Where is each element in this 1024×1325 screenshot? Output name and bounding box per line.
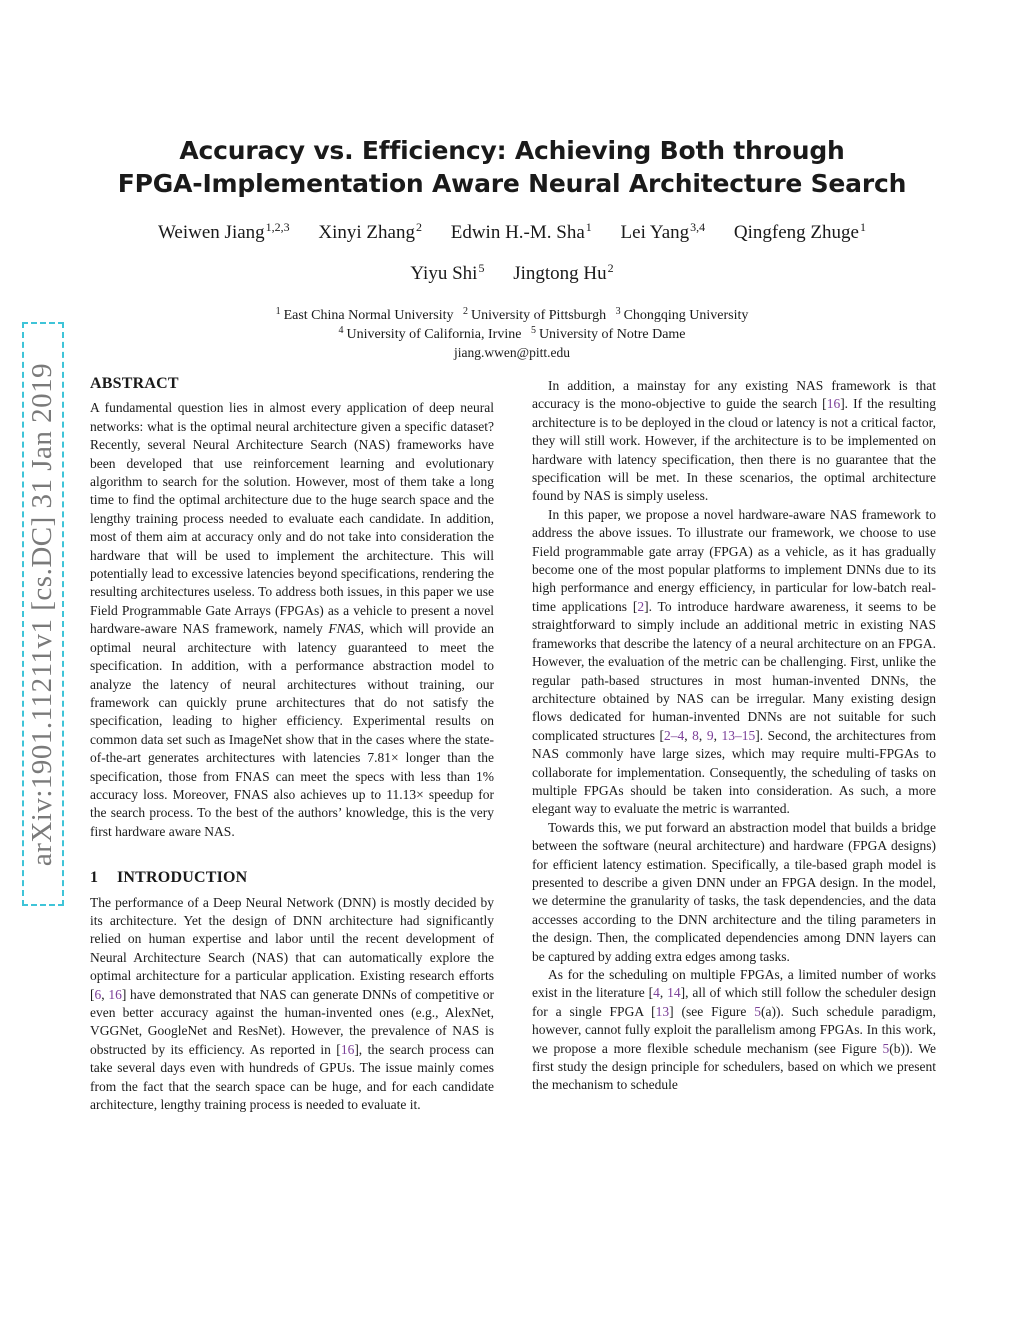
author: Weiwen Jiang$^{1,2,3}$ — [158, 220, 290, 243]
section-title: INTRODUCTION — [117, 869, 248, 887]
fnas-name: FNAS — [328, 621, 361, 637]
affiliation: $^2$ University of Pittsburgh — [463, 306, 607, 323]
intro-paragraph-4: Towards this, we put forward an abstraction model that builds a bridge between the software (neural architecture) and hardware (FPGA designs) for efficient latency estimation. Specifically, a tile-based graph model is presented to describe a given DNN under an FPGA design. In the model, we determine the granularity of tasks, the task dependencies, and the data accesses according to the DNN architecture and the tiling parameters in the design. Then, the complicated dependencies among DNN layers can be captured by adding extra edges among tasks. — [532, 819, 936, 964]
intro-paragraph-2: In addition, a mainstay for any existing NAS framework is that accuracy is the mono-objective to guide the search [16]. If the resulting architecture is to be deployed in the cloud or latency is not a critical factor, they will still work. However, if the architecture is to be implemented on hardware with latency specification, then there is no guarantee that the specification will be met. In these scenarios, the optimal architecture found by NAS is simply useless. — [532, 378, 936, 504]
abstract-heading: ABSTRACT — [90, 375, 179, 392]
intro-paragraph-1: The performance of a Deep Neural Network (DNN) is mostly decided by its architecture. Yet the design of DNN architecture had significantly relied on human expertise and labor until the recent development of Neural Architecture Search (NAS) that can automatically explore the optimal architecture for a particular application. Existing research efforts [6, 16] have demonstrated that NAS can generate DNNs of competitive or even better accuracy against the human-invented ones (e.g., AlexNet, VGGNet, GoogleNet and ResNet). However, the prevalence of NAS is obstructed by its efficiency. As reported in [16], the search process can take several days even with hundreds of GPUs. The issue mainly comes from the fact that the search space can be huge, and for each candidate architecture, lengthy training process is needed to evaluate it. — [90, 894, 495, 1113]
figure-link[interactable]: 5 — [882, 1040, 890, 1056]
abstract-text: A fundamental question lies in almost every application of deep neural networks: what is the optimal neural architecture given a specific dataset? Recently, several Neural Architecture Search (NAS) frameworks have been developed that use reinforcement learning and evolutionary algorithm to search for the solution. However, most of them take a long time to find the optimal architecture due to the huge search space and the lengthy training process needed to evaluate each candidate. In addition, most of them aim at accuracy only and do not take into consideration the hardware that will be used to implement the architecture. This will potentially lead to excessive latencies beyond specifications, rendering the resulting architectures useless. To address both issues, in this paper we use Field Programmable Gate Arrays (FPGAs) as a vehicle to present a novel hardware-aware NAS framework, namely FNAS, which will provide an optimal neural architecture with latency guaranteed to meet the specification. In addition, with a performance abstraction model to analyze the latency of neural architectures without training, our framework can quickly prune architectures that do not satisfy the specification, leading to higher efficiency. Experimental results on common data set such as ImageNet show that in the cases where the state-of-the-art generates architectures with latencies 7.81× longer than the specification, those from FNAS can meet the specs with less than 1% accuracy loss. Moreover, FNAS also achieves up to 11.13× speedup for the search process. To the best of the authors’ knowledge, this is the very first hardware aware NAS. — [90, 400, 494, 839]
affiliation: $^5$ University of Notre Dame — [530, 325, 686, 342]
citation-link[interactable]: 16 — [108, 986, 122, 1002]
figure-link[interactable]: 5 — [754, 1003, 761, 1019]
author: Edwin H.-M. Sha$^1$ — [450, 220, 592, 243]
arxiv-stamp — [22, 322, 64, 906]
introduction-heading — [90, 869, 494, 887]
affiliation: $^4$ University of California, Irvine — [338, 325, 522, 342]
citation-link[interactable]: 8 — [692, 727, 699, 743]
citation-link[interactable]: 9 — [706, 727, 714, 743]
author: Xinyi Zhang$^2$ — [318, 220, 422, 243]
citation-link[interactable]: 2 — [637, 598, 645, 614]
affiliation: $^3$ Chongqing University — [615, 306, 749, 323]
citation-link[interactable]: 14 — [667, 985, 681, 1001]
author: Yiyu Shi$^5$ — [410, 261, 485, 284]
citation-link[interactable]: 13 — [655, 1003, 670, 1019]
left-column — [90, 375, 494, 1114]
citation-link[interactable]: 4 — [653, 985, 660, 1001]
arxiv-id: arXiv:1901.11211v1 [cs.DC] 31 Jan 2019 — [26, 362, 59, 866]
contact-email: jiang.wwen@pitt.edu — [454, 345, 570, 360]
affiliations-line-2 — [0, 321, 1024, 344]
author-row-2 — [0, 261, 1024, 285]
citation-link[interactable]: 13–15 — [721, 727, 756, 743]
author: Qingfeng Zhuge$^1$ — [733, 220, 866, 243]
citation-link[interactable]: 16 — [340, 1041, 355, 1057]
author: Lei Yang$^{3,4}$ — [620, 220, 706, 243]
title-line-2: FPGA-Implementation Aware Neural Architecture Search — [117, 169, 907, 198]
affiliation: $^1$ East China Normal University — [275, 306, 454, 323]
paper-title — [0, 134, 1024, 200]
author-row-1 — [0, 220, 1024, 244]
section-number: 1 — [90, 869, 99, 887]
citation-link[interactable]: 2–4 — [664, 727, 685, 743]
intro-paragraph-3: In this paper, we propose a novel hardware-aware NAS framework to address the above issues. To illustrate our framework, we choose to use Field programmable gate array (FPGA) as a vehicle, as it has gradually become one of the most popular platforms to implement DNNs due to its high performance and energy efficiency, in particular for low-batch real-time applications [2]. To introduce hardware awareness, it seems to be straightforward to simply include an additional metric in existing NAS frameworks that describe the latency of a neural architecture on an FPGA. However, the evaluation of the metric can be challenging. First, unlike the regular path-based structures in most human-invented DNNs, the architecture obtained by NAS can be irregular. Many existing design flows dedicated for human-invented DNNs are not suitable for such complicated structures [2–4, 8, 9, 13–15]. Second, the architectures from NAS commonly have large sizes, which may require multi-FPGAs to collaborate for implementation. Consequently, the scheduling of tasks on multiple FPGAs should be taken into consideration. As such, a more elegant way to evaluate the metric is warranted. — [532, 506, 937, 817]
title-line-1: Accuracy vs. Efficiency: Achieving Both through — [179, 136, 845, 165]
intro-paragraph-5: As for the scheduling on multiple FPGAs, a limited number of works exist in the literature [4, 14], all of which still follow the scheduler design for a single FPGA [13] (see Figure 5(a)). Such schedule paradigm, however, cannot fully exploit the parallelism among FPGAs. In this work, we propose a more flexible schedule mechanism (see Figure 5(b)). We first study the design principle for schedulers, based on which we present the mechanism to schedule — [532, 967, 936, 1093]
citation-link[interactable]: 6 — [94, 986, 102, 1002]
right-column — [532, 377, 936, 1095]
citation-link[interactable]: 16 — [826, 396, 841, 412]
author: Jingtong Hu$^2$ — [513, 261, 614, 284]
